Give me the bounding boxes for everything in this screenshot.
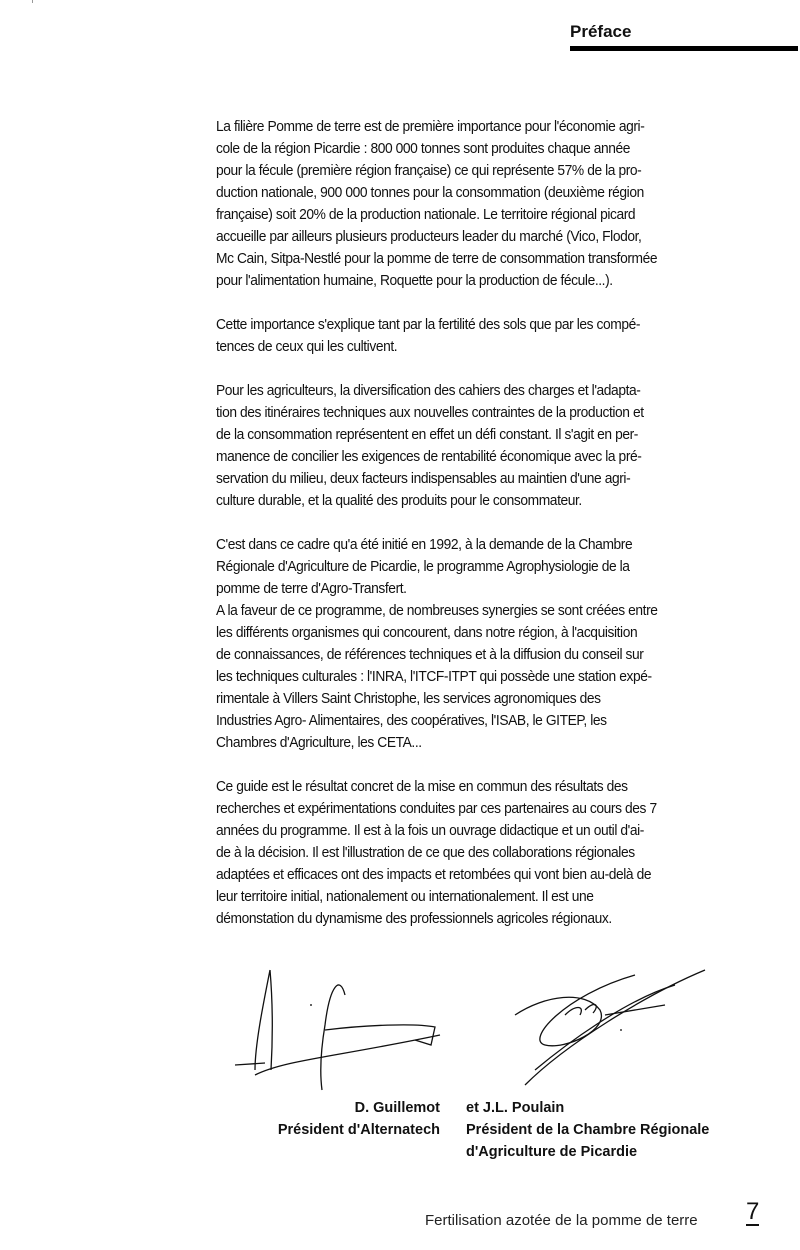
signature-poulain <box>505 955 725 1095</box>
text-line: les différents organismes qui concourent, dans notre région, à l'acquisition <box>216 624 638 641</box>
text-line: duction nationale, 900 000 tonnes pour la consommation (deuxième région <box>216 184 644 201</box>
signatory-title: Président de la Chambre Régionale <box>466 1122 710 1138</box>
text-line: Ce guide est le résultat concret de la mise en commun des résultats des <box>216 778 628 795</box>
signatory-name: D. Guillemot <box>354 1100 440 1116</box>
text-line: Cette importance s'explique tant par la fertilité des sols que par les compé- <box>216 316 641 333</box>
left-signatory <box>278 1097 440 1141</box>
text-line: Chambres d'Agriculture, les CETA... <box>216 734 422 751</box>
scan-mark <box>32 0 33 3</box>
text-line: les techniques culturales : l'INRA, l'ITCF-ITPT qui possède une station expé- <box>216 668 652 685</box>
paragraph <box>216 116 694 292</box>
text-line: Mc Cain, Sitpa-Nestlé pour la pomme de terre de consommation transformée <box>216 250 658 267</box>
paragraph <box>216 314 694 358</box>
signatory-name: et J.L. Poulain <box>466 1100 565 1116</box>
text-line: cole de la région Picardie : 800 000 tonnes sont produites chaque année <box>216 140 631 157</box>
preface-body <box>216 116 694 952</box>
text-line: culture durable, et la qualité des produits pour le consommateur. <box>216 492 582 509</box>
paragraph <box>216 380 694 512</box>
footer-book-title: Fertilisation azotée de la pomme de terre <box>425 1212 698 1229</box>
text-line: servation du milieu, deux facteurs indispensables au maintien d'une agri- <box>216 470 631 487</box>
text-line: de connaissances, de références techniques et à la diffusion du conseil sur <box>216 646 644 663</box>
text-line: manence de concilier les exigences de rentabilité économique avec la pré- <box>216 448 642 465</box>
text-line: recherches et expérimentations conduites par ces partenaires au cours des 7 <box>216 800 657 817</box>
text-line: A la faveur de ce programme, de nombreuses synergies se sont créées entre <box>216 602 658 619</box>
header-rule <box>570 46 798 51</box>
text-line: pour l'alimentation humaine, Roquette pour la production de fécule...). <box>216 272 613 289</box>
right-signatory <box>466 1097 709 1163</box>
text-line: tion des itinéraires techniques aux nouvelles contraintes de la production et <box>216 404 644 421</box>
text-line: adaptées et efficaces ont des impacts et retombées qui vont bien au-delà de <box>216 866 652 883</box>
text-line: française) soit 20% de la production nationale. Le territoire régional picard <box>216 206 636 223</box>
text-line: tences de ceux qui les cultivent. <box>216 338 398 355</box>
text-line: C'est dans ce cadre qu'a été initié en 1992, à la demande de la Chambre <box>216 536 633 553</box>
text-line: rimentale à Villers Saint Christophe, les services agronomiques des <box>216 690 601 707</box>
text-line: leur territoire initial, nationalement ou internationalement. Il est une <box>216 888 594 905</box>
text-line: Régionale d'Agriculture de Picardie, le programme Agrophysiologie de la <box>216 558 630 575</box>
text-line: de à la décision. Il est l'illustration de ce que des collaborations régionales <box>216 844 635 861</box>
paragraph <box>216 534 694 754</box>
text-line: La filière Pomme de terre est de première importance pour l'économie agri- <box>216 118 645 135</box>
text-line: de la consommation représentent en effet un défi constant. Il s'agit en per- <box>216 426 638 443</box>
text-line: Pour les agriculteurs, la diversification des cahiers des charges et l'adapta- <box>216 382 641 399</box>
section-title: Préface <box>570 22 632 41</box>
text-line: accueille par ailleurs plusieurs producteurs leader du marché (Vico, Flodor, <box>216 228 642 245</box>
page-number: 7 <box>746 1198 760 1225</box>
paragraph <box>216 776 694 930</box>
signatory-title-cont: d'Agriculture de Picardie <box>466 1144 638 1160</box>
text-line: pour la fécule (première région française) ce qui représente 57% de la pro- <box>216 162 642 179</box>
signatory-title: Président d'Alternatech <box>277 1122 440 1138</box>
signature-guillemot <box>225 965 465 1095</box>
text-line: années du programme. Il est à la fois un ouvrage didactique et un outil d'ai- <box>216 822 644 839</box>
text-line: démonstation du dynamisme des professionnels agricoles régionaux. <box>216 910 612 927</box>
text-line: pomme de terre d'Agro-Transfert. <box>216 580 407 597</box>
text-line: Industries Agro- Alimentaires, des coopératives, l'ISAB, le GITEP, les <box>216 712 607 729</box>
